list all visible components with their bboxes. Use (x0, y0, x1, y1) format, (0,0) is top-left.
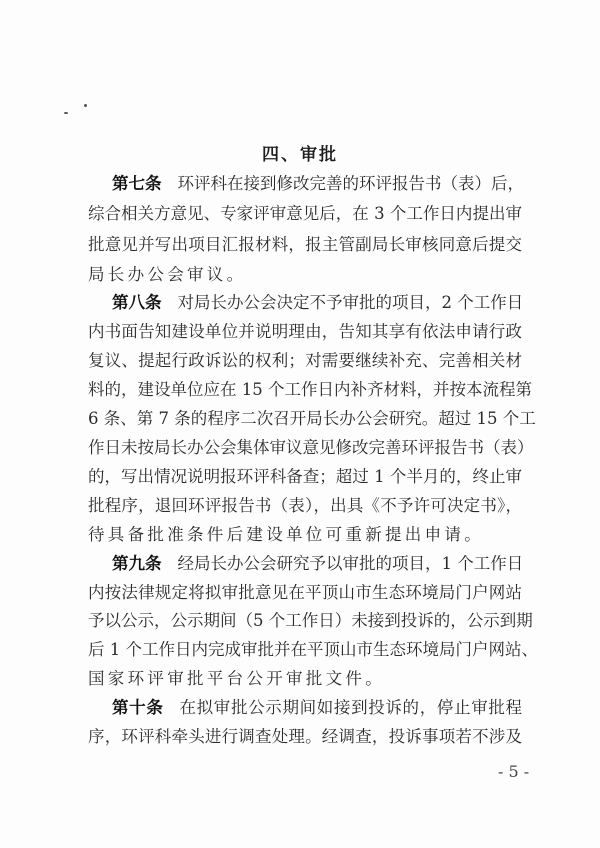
article-label: 第七条 (112, 174, 162, 193)
article-line (88, 233, 522, 257)
article-text: 对局长办公会决定不予审批的项目，2 个工作日 (177, 293, 524, 312)
article-line (88, 263, 522, 287)
article-text: 国家环评审批平台公开审批文件。 (88, 669, 385, 688)
article-label: 第九条 (112, 554, 162, 573)
article-line (88, 349, 522, 373)
article-first-line (112, 696, 522, 720)
article-text: 批意见并写出项目汇报材料，报主管副局长审核同意后提交 (88, 235, 522, 254)
article-line (88, 581, 522, 605)
scan-speck (64, 112, 68, 114)
article-text: 局长办公会审议。 (88, 265, 247, 284)
article-text: 内按法律规定将拟审批意见在平顶山市生态环境局门户网站 (88, 583, 522, 602)
article-text: 综合相关方意见、专家评审意见后，在 3 个工作日内提出审 (88, 204, 522, 223)
article-text: 予以公示，公示期间（5 个工作日）未接到投诉的，公示到期 (88, 611, 533, 630)
page-number: - 5 - (498, 762, 530, 781)
article-line (88, 609, 533, 633)
article-label: 第十条 (112, 698, 164, 717)
article-line (88, 202, 522, 226)
article-text: 的，写出情况说明报环评科备查；超过 1 个半月的，终止审 (88, 467, 522, 486)
article-line (88, 667, 522, 691)
article-text: 经局长办公会研究予以审批的项目，1 个工作日 (177, 554, 524, 573)
article-line (88, 523, 522, 547)
article-label: 第八条 (112, 293, 162, 312)
article-text: 在拟审批公示期间如接到投诉的，停止审批程 (179, 698, 523, 717)
article-text: 内书面告知建设单位并说明理由，告知其享有依法申请行政 (88, 322, 522, 341)
article-text: 6 条、第 7 条的程序二次召开局长办公会研究。超过 15 个工 (88, 409, 536, 428)
article-line (88, 436, 534, 460)
article-line (88, 378, 532, 402)
article-text: 复议、提起行政诉讼的权利；对需要继续补充、完善相关材 (88, 351, 522, 370)
article-line (88, 320, 522, 344)
article-line (88, 494, 522, 518)
article-text: 环评科在接到修改完善的环评报告书（表）后， (177, 174, 524, 193)
article-first-line (112, 172, 522, 196)
article-text: 序，环评科牵头进行调查处理。经调查，投诉事项若不涉及 (88, 727, 522, 746)
article-line (88, 638, 538, 662)
section-heading: 四、审批 (262, 145, 338, 165)
article-text: 料的，建设单位应在 15 个工作日内补齐材料，并按本流程第 (88, 380, 532, 399)
article-line (88, 725, 522, 749)
article-text: 批程序，退回环评报告书（表），出具《不予许可决定书》， (88, 496, 522, 515)
article-text: 作日未按局长办公会集体审议意见修改完善环评报告书（表） (88, 438, 534, 457)
article-text: 待具备批准条件后建设单位可重新提出申请。 (88, 525, 484, 544)
scan-speck (84, 104, 87, 107)
article-first-line (112, 552, 522, 576)
article-line (88, 407, 536, 431)
article-line (88, 465, 522, 489)
article-first-line (112, 291, 522, 315)
article-text: 后 1 个工作日内完成审批并在平顶山市生态环境局门户网站、 (88, 640, 538, 659)
